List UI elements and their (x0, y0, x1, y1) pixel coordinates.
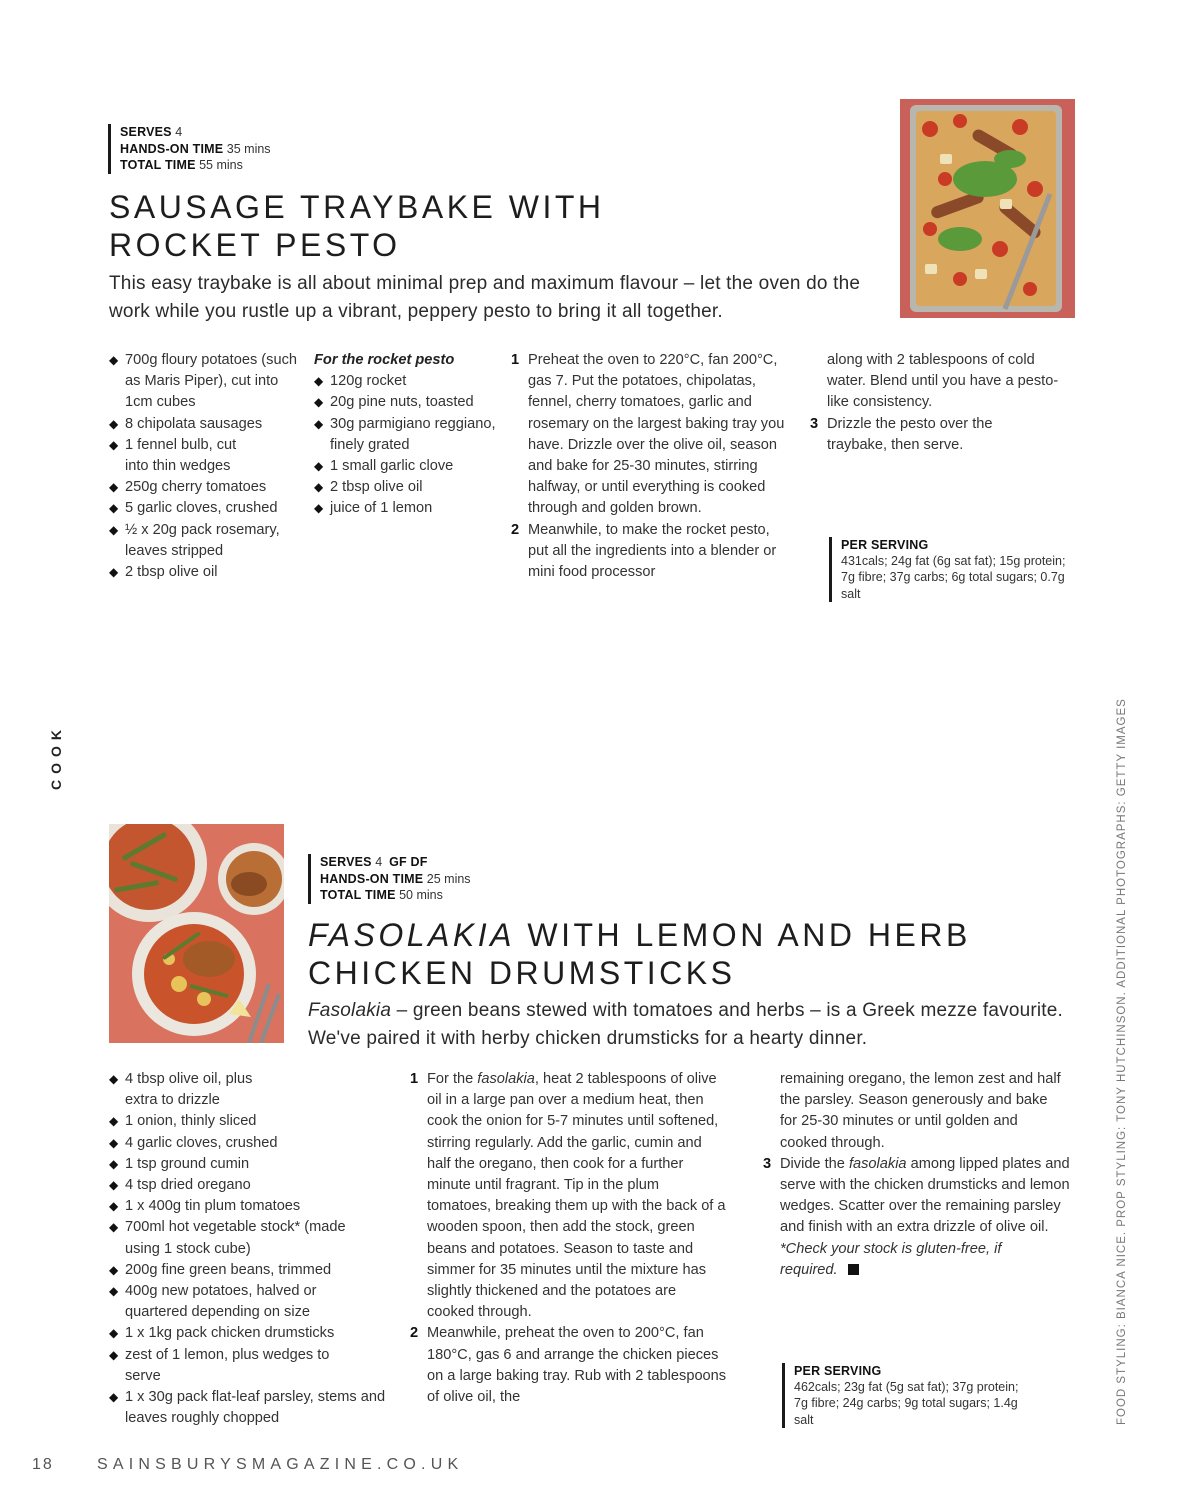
intro-text: – green beans stewed with tomatoes and herbs – is a Greek mezze favourite. We've paired it with herby chicken drumsticks for a hearty dinner. (308, 1000, 1064, 1049)
ingredient-item: ◆ ½ x 20g pack rosemary, leaves stripped (109, 520, 299, 562)
ingredient-item: ◆ juice of 1 lemon (314, 498, 504, 519)
method-step (410, 1323, 727, 1408)
serves-value: 4 (375, 855, 383, 869)
site-url: SAINSBURYSMAGAZINE.CO.UK (97, 1456, 464, 1473)
method-step (810, 414, 1047, 456)
page-number: 18 (32, 1456, 54, 1473)
step-number: 3 (810, 415, 819, 432)
diet-tags: GF DF (389, 855, 428, 869)
hands-on-value: 25 mins (426, 871, 471, 886)
ingredient-item: ◆ 5 garlic cloves, crushed (109, 498, 299, 519)
total-time-label: TOTAL TIME (320, 888, 396, 902)
fasolakia-photo (109, 824, 284, 1043)
recipe1-title-line2: ROCKET PESTO (109, 227, 401, 263)
step-text: Preheat the oven to 220°C, fan 200°C, gas 7. Put the potatoes, chipolatas, fennel, cherry tomatoes, garlic and rosemary on the largest baking tray you have. Drizzle over the olive oil, season and bake for 25-30 minutes, stirring halfway, or until everything is cooked through and golden brown. (528, 352, 785, 517)
recipe1-title (109, 188, 605, 264)
section-tab-cook: COOK (48, 724, 64, 790)
sausage-traybake-photo (900, 99, 1075, 318)
footnote (763, 1239, 1020, 1281)
recipe1-method (511, 350, 786, 583)
ingredient-item: ◆ 4 garlic cloves, crushed (109, 1133, 391, 1154)
step-text-cont: remaining oregano, the lemon zest and half the parsley. Season generously and bake for 25-30 minutes or until golden and cooked through. (780, 1071, 1061, 1151)
serves-label: SERVES (120, 125, 172, 139)
ingredient-item: ◆ 1 x 400g tin plum tomatoes (109, 1196, 391, 1217)
step-text-italic: fasolakia (477, 1071, 535, 1087)
end-square-icon (848, 1264, 859, 1275)
nutrition-values: 431cals; 24g fat (6g sat fat); 15g protein; 7g fibre; 37g carbs; 6g total sugars; 0.7g salt (841, 554, 1066, 601)
recipe1-meta (108, 124, 271, 174)
ingredient-item: ◆ 4 tsp dried oregano (109, 1175, 391, 1196)
recipe2-method (410, 1069, 728, 1408)
step-number: 2 (410, 1325, 419, 1342)
total-time-value: 55 mins (199, 158, 243, 172)
serves-value: 4 (175, 125, 183, 139)
hands-on-label: HANDS-ON TIME (120, 141, 224, 156)
per-serving-label: PER SERVING (794, 1364, 882, 1378)
hands-on-value: 35 mins (226, 141, 271, 156)
recipe2-title-line2: CHICKEN DRUMSTICKS (308, 955, 736, 991)
ingredient-item: ◆ 30g parmigiano reggiano, finely grated (314, 414, 500, 456)
nutrition-values: 462cals; 23g fat (5g sat fat); 37g protein; 7g fibre; 24g carbs; 9g total sugars; 1.4g salt (794, 1380, 1019, 1427)
pesto-heading: For the rocket pesto (314, 352, 455, 368)
ingredient-item: ◆ 200g fine green beans, trimmed (109, 1260, 391, 1281)
total-time-label: TOTAL TIME (120, 158, 196, 172)
recipe1-intro: This easy traybake is all about minimal prep and maximum flavour – let the oven do the work while you rustle up a vibrant, peppery pesto to bring it all together. (109, 273, 861, 322)
step-text-italic: fasolakia (848, 1155, 907, 1172)
recipe2-method-cont (763, 1069, 1068, 1281)
method-step (763, 1154, 1070, 1239)
method-step (410, 1069, 727, 1323)
recipe2-intro (308, 997, 1068, 1052)
ingredient-item: ◆ 1 onion, thinly sliced (109, 1111, 391, 1132)
step-text-pre: Divide the (780, 1155, 849, 1172)
step-number: 1 (511, 352, 520, 368)
recipe1-method-2 (810, 414, 1068, 456)
pesto-ingredients (314, 371, 504, 519)
ingredient-item: ◆ 400g new potatoes, halved or quartered depending on size (109, 1281, 360, 1323)
step-text-post: among lipped plates and serve with the chicken drumsticks and lemon wedges. Scatter over the remaining parsley and finish with an extra drizzle of olive oil. (780, 1155, 1070, 1236)
ingredient-item: ◆ 2 tbsp olive oil (314, 477, 504, 498)
ingredient-item: ◆ 1 tsp ground cumin (109, 1154, 391, 1175)
step-number: 3 (763, 1155, 772, 1172)
ingredient-item: ◆ 1 x 1kg pack chicken drumsticks (109, 1323, 391, 1344)
step-text: Meanwhile, preheat the oven to 200°C, fan 180°C, gas 6 and arrange the chicken pieces on a large baking tray. Rub with 2 tablespoons of olive oil, the (427, 1325, 727, 1406)
step-text-pre: For the (427, 1071, 478, 1087)
hands-on-label: HANDS-ON TIME (320, 871, 424, 886)
recipe2-method-2 (763, 1154, 1068, 1239)
ingredient-item: ◆ 2 tbsp olive oil (109, 562, 299, 583)
photo-credits: FOOD STYLING: BIANCA NICE. PROP STYLING: TONY HUTCHINSON. ADDITIONAL PHOTOGRAPHS: GETTY IMAGES (1116, 698, 1128, 1425)
step-number: 1 (410, 1071, 419, 1087)
step-number: 2 (511, 521, 520, 538)
recipe2-nutrition (782, 1363, 1019, 1428)
recipe2-title (308, 916, 971, 992)
step-text-cont: along with 2 tablespoons of cold water. Blend until you have a pesto-like consistency. (827, 352, 1059, 411)
ingredient-item: ◆ 1 fennel bulb, cut into thin wedges (109, 435, 255, 477)
ingredient-item: ◆ zest of 1 lemon, plus wedges to serve (109, 1345, 350, 1387)
pesto-section (314, 350, 504, 520)
recipe1-method-cont (810, 350, 1068, 456)
recipe1-ingredients (109, 350, 299, 583)
ingredient-item: ◆ 700ml hot vegetable stock* (made using 1 stock cube) (109, 1217, 350, 1259)
step-text: Drizzle the pesto over the traybake, then serve. (827, 415, 993, 453)
serves-label: SERVES (320, 855, 372, 869)
ingredient-item: ◆ 700g floury potatoes (such as Maris Piper), cut into 1cm cubes (109, 350, 299, 414)
recipe2-meta (308, 854, 471, 904)
ingredient-item: ◆ 120g rocket (314, 371, 504, 392)
recipe2-ingredients (109, 1069, 391, 1429)
intro-italic: Fasolakia (308, 1000, 392, 1021)
ingredient-item: ◆ 1 x 30g pack flat-leaf parsley, stems and leaves roughly chopped (109, 1387, 391, 1429)
step-text-post: , heat 2 tablespoons of olive oil in a large pan over a medium heat, then cook the onion for 5-7 minutes until softened, stirring regularly. Add the garlic, cumin and half the oregano, then cook for a further minute until fragrant. Tip in the plum tomatoes, breaking them up with the back of a wooden spoon, then add the stock, green beans and potatoes. Season to taste and simmer for 35 minutes until the mixture has slightly thickened and the potatoes are cooked through. (427, 1071, 726, 1321)
recipe1-title-line1: SAUSAGE TRAYBAKE WITH (109, 189, 605, 225)
recipe1-nutrition (829, 537, 1066, 602)
ingredient-item: ◆ 8 chipolata sausages (109, 414, 299, 435)
recipe2-title-italic: FASOLAKIA (308, 917, 515, 953)
method-step (511, 350, 786, 520)
ingredient-item: ◆ 250g cherry tomatoes (109, 477, 299, 498)
ingredient-item: ◆ 20g pine nuts, toasted (314, 392, 504, 413)
ingredient-item: ◆ 4 tbsp olive oil, plus extra to drizzle (109, 1069, 285, 1111)
footnote-text: *Check your stock is gluten-free, if required. (780, 1240, 1002, 1278)
recipe2-title-rest: WITH LEMON AND HERB (514, 917, 971, 953)
total-time-value: 50 mins (399, 888, 443, 902)
ingredient-item: ◆ 1 small garlic clove (314, 456, 504, 477)
step-text: Meanwhile, to make the rocket pesto, put all the ingredients into a blender or mini food processor (528, 521, 777, 581)
per-serving-label: PER SERVING (841, 538, 929, 552)
method-step (511, 520, 783, 584)
